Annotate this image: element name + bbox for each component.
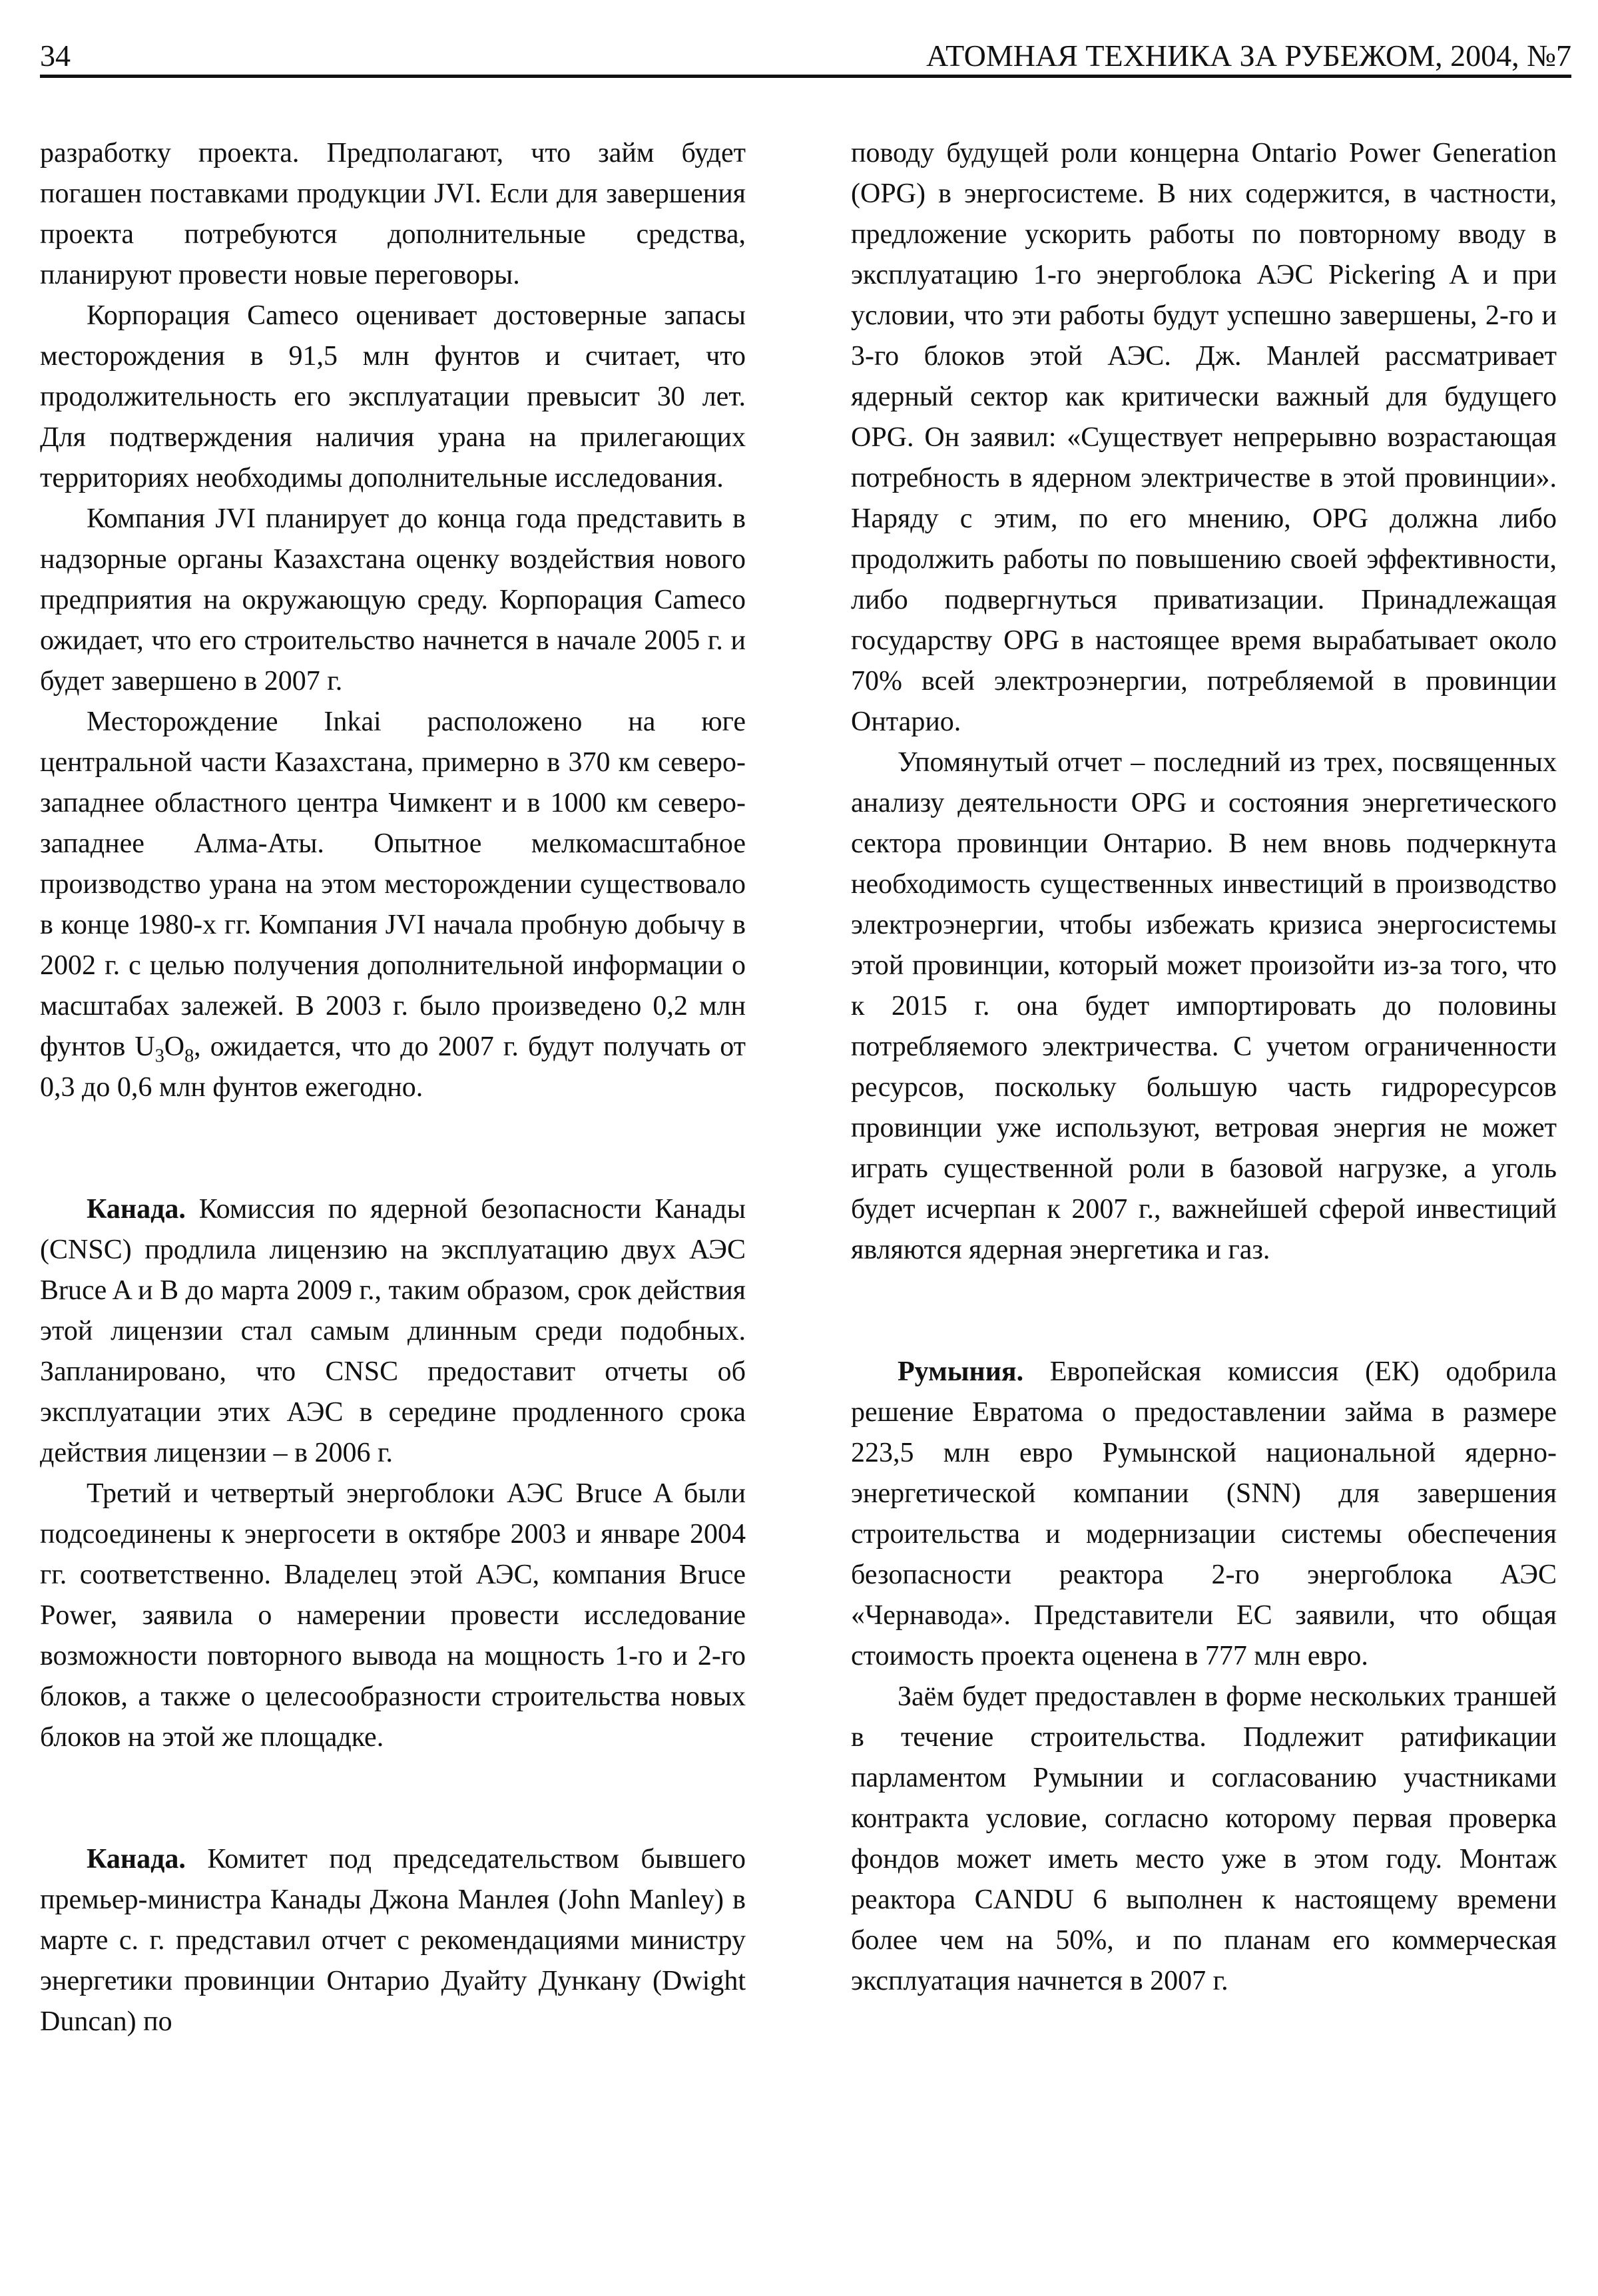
header-rule <box>40 75 1571 78</box>
text: Комитет под председательством бывшего премьер-министра Канады Джона Манлея (John Manley) в марте с. г. представил отчет с рекомендациями министру энергетики провинции Онтарио Дуайту Дункану (Dwight Duncan) по <box>40 1844 746 2037</box>
left-column <box>40 133 746 2042</box>
page-header <box>40 27 1571 73</box>
section-title: Канада. <box>87 1194 186 1225</box>
page-number: 34 <box>40 39 71 73</box>
section-title: Румыния. <box>898 1356 1024 1387</box>
text: Комиссия по ядерной безопасности Канады (CNSC) продлила лицензию на эксплуатацию двух АЭС Bruce A и B до марта 2009 г., таким образом, срок действия этой лицензии стал самым длинным среди подобных. Запланировано, что CNSC предоставит отчеты об эксплуатации этих АЭС в середине продленного срока действия лицензии – в 2006 г. <box>40 1194 746 1468</box>
text: O <box>164 1031 185 1062</box>
paragraph: Третий и четвертый энергоблоки АЭС Bruce A были подсоединены к энергосети в октябре 2003 и январе 2004 гг. соответственно. Владелец этой АЭС, компания Bruce Power, заявила о намерении провести исследование возможности повторного вывода на мощность 1-го и 2-го блоков, а также о целесообразности строительства новых блоков на этой же площадке. <box>40 1478 746 1753</box>
text: Месторождение Inkai расположено на юге центральной части Казахстана, примерно в 370 км северо-западнее областного центра Чимкент и в 1000 км северо-западнее Алма-Аты. Опытное мелкомасштабное производство урана на этом месторождении существовало в конце 1980-х гг. Компания JVI начала пробную добычу в 2002 г. с целью получения дополнительной информации о масштабах залежей. В 2003 г. было произведено 0,2 млн фунтов U <box>40 707 746 1062</box>
paragraph: поводу будущей роли концерна Ontario Power Generation (OPG) в энергосистеме. В них содержится, в частности, предложение ускорить работы по повторному вводу в эксплуатацию 1-го энергоблока АЭС Pickering A и при условии, что эти работы будут успешно завершены, 2-го и 3-го блоков этой АЭС. Дж. Манлей рассматривает ядерный сектор как критически важный для будущего OPG. Он заявил: «Существует непрерывно возрастающая потребность в ядерном электричестве в этой провинции». Наряду с этим, по его мнению, OPG должна либо продолжить работы по повышению своей эффективности, либо подвергнуться приватизации. Принадлежащая государству OPG в настоящее время вырабатывает около 70% всей электроэнергии, потребляемой в провинции Онтарио. <box>851 138 1557 737</box>
paragraph: Упомянутый отчет – последний из трех, посвященных анализу деятельности OPG и состояния энергетического сектора провинции Онтарио. В нем вновь подчеркнута необходимость существенных инвестиций в производство электроэнергии, чтобы избежать кризиса энергосистемы этой провинции, который может произойти из-за того, что к 2015 г. она будет импортировать до половины потребляемого электричества. С учетом ограниченности ресурсов, поскольку большую часть гидроресурсов провинции уже используют, ветровая энергия не может играть существенной роли в базовой нагрузке, а уголь будет исчерпан к 2007 г., важнейшей сферой инвестиций являются ядерная энергетика и газ. <box>851 747 1557 1265</box>
text: Европейская комиссия (ЕК) одобрила решение Евратома о предоставлении займа в размере 223,5 млн евро Румынской национальной ядерно-энергетической компании (SNN) для завершения строительства и модернизации системы обеспечения безопасности реактора 2-го энергоблока АЭС «Чернавода». Представители ЕС заявили, что общая стоимость проекта оценена в 777 млн евро. <box>851 1356 1557 1671</box>
journal-title: АТОМНАЯ ТЕХНИКА ЗА РУБЕЖОМ, 2004, №7 <box>926 39 1571 73</box>
section-canada-manley <box>40 1839 746 2042</box>
text: , ожидается, что до 2007 г. будут получать от 0,3 до 0,6 млн фунтов ежегодно. <box>40 1031 746 1103</box>
right-column <box>851 133 1557 2002</box>
section-romania <box>851 1352 1557 1677</box>
section-canada-cnsc <box>40 1189 746 1474</box>
paragraph: Компания JVI планирует до конца года представить в надзорные органы Казахстана оценку воздействия нового предприятия на окружающую среду. Корпорация Cameco ожидает, что его строительство начнется в начале 2005 г. и будет завершено в 2007 г. <box>40 503 746 697</box>
paragraph: разработку проекта. Предполагают, что займ будет погашен поставками продукции JVI. Если для завершения проекта потребуются дополнительные средства, планируют провести новые переговоры. <box>40 138 746 290</box>
subscript: 3 <box>154 1045 164 1067</box>
subscript: 8 <box>184 1045 194 1067</box>
paragraph: Корпорация Cameco оценивает достоверные запасы месторождения в 91,5 млн фунтов и считает, что продолжительность его эксплуатации превысит 30 лет. Для подтверждения наличия урана на прилегающих территориях необходимы дополнительные исследования. <box>40 300 746 493</box>
section-title: Канада. <box>87 1844 186 1874</box>
paragraph: Заём будет предоставлен в форме нескольких траншей в течение строительства. Подлежит ратификации парламентом Румынии и согласованию участниками контракта условие, согласно которому первая проверка фондов может иметь место уже в этом году. Монтаж реактора CANDU 6 выполнен к настоящему времени более чем на 50%, и по планам его коммерческая эксплуатация начнется в 2007 г. <box>851 1681 1557 1996</box>
paragraph-inkai <box>40 702 746 1108</box>
